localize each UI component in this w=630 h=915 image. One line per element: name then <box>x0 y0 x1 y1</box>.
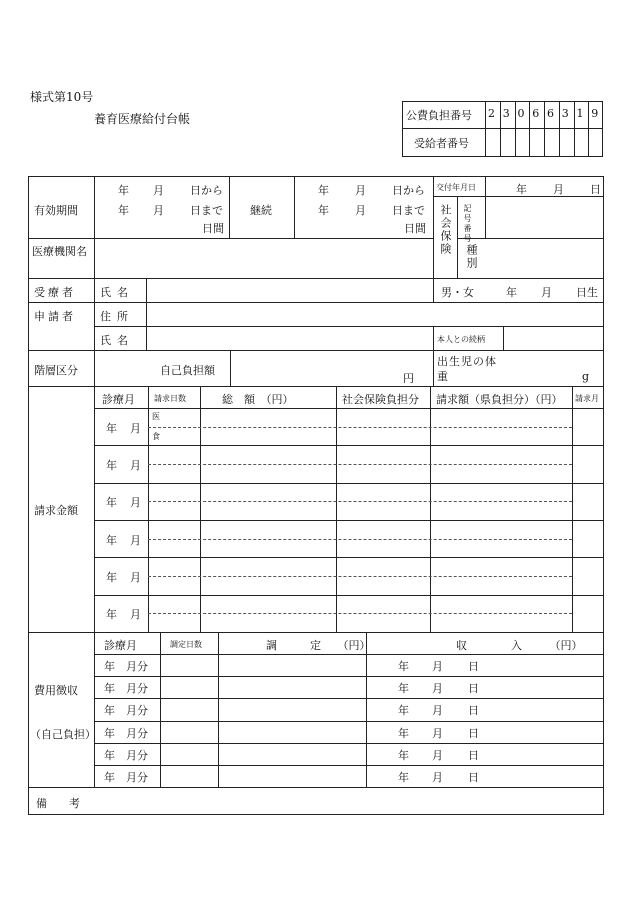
billing-header: 請求額（県負担分）（円） <box>436 393 563 406</box>
fee-label: 費用徴収 <box>34 684 78 697</box>
fee-month-cell: 年 月分 <box>104 704 148 718</box>
billing-month: 月 <box>130 458 141 472</box>
fee-date-day: 日 <box>468 682 479 696</box>
fee-date-day: 日 <box>468 704 479 718</box>
validity-label: 有効期間 <box>34 204 78 217</box>
fee-date-day: 日 <box>468 726 479 740</box>
issue-date-label: 交付年月日 <box>436 183 476 192</box>
facility-label: 医療機関名 <box>32 245 87 258</box>
payer-digit: 6 <box>547 107 554 120</box>
billing-header: 総 額 （円） <box>222 393 294 406</box>
billing-header: 社会保険負担分 <box>342 393 419 406</box>
sex-label: 男・女 <box>441 286 474 299</box>
payer-digit: 1 <box>576 107 584 120</box>
form-title: 養育医療給付台帳 <box>94 112 191 126</box>
payer-digit: 0 <box>517 107 525 120</box>
fee-header: 診療月 <box>104 639 137 652</box>
billing-month: 月 <box>130 421 141 435</box>
fee-date-month: 月 <box>432 660 443 673</box>
relation-label: 本人との続柄 <box>437 335 485 344</box>
patient-name-label: 氏名 <box>100 286 134 299</box>
copay-label: 自己負担額 <box>160 364 215 377</box>
billing-label: 請求金額 <box>34 504 78 517</box>
applicant-label: 申請者 <box>34 310 76 323</box>
fee-date-year: 年 <box>398 771 409 784</box>
fee-date-day: 日 <box>468 748 479 762</box>
fee-label-2: （自己負担） <box>30 728 96 741</box>
fee-date-year: 年 <box>398 726 409 740</box>
recipient-number-label: 受給者番号 <box>414 137 469 150</box>
gram-unit: g <box>582 370 590 383</box>
continuation-from: 日から <box>392 184 425 197</box>
form-number: 様式第10号 <box>30 90 94 104</box>
yen-unit: 円 <box>403 372 414 385</box>
fee-month-cell: 年 月分 <box>104 726 148 740</box>
birth-day-label: 日生 <box>576 286 598 299</box>
billing-month: 月 <box>130 570 141 584</box>
address-label: 住所 <box>100 310 134 323</box>
billing-year: 年 <box>106 458 117 472</box>
symbol-number-label: 記号番号 <box>463 204 472 244</box>
fee-date-month: 月 <box>432 726 443 740</box>
validity-until: 日まで <box>190 204 223 217</box>
fee-date-month: 月 <box>432 704 443 718</box>
payer-digit: 9 <box>591 107 599 120</box>
fee-date-day: 日 <box>468 771 479 784</box>
applicant-name-label: 氏名 <box>100 334 134 347</box>
fee-header: 調 定 （円） <box>266 639 371 652</box>
fee-header: 収 入 （円） <box>456 639 583 652</box>
billing-month: 月 <box>130 496 141 510</box>
fee-month-cell: 年 月分 <box>104 682 148 696</box>
fee-month-cell: 年 月分 <box>104 660 148 673</box>
remarks-label: 備 考 <box>36 797 80 810</box>
fee-month-cell: 年 月分 <box>104 771 148 784</box>
billing-year: 年 <box>106 570 117 584</box>
payer-digit: 2 <box>488 107 495 120</box>
billing-medical-sub: 医 <box>152 412 160 421</box>
validity-days: 日間 <box>202 222 224 235</box>
payer-digit: 3 <box>502 107 510 120</box>
billing-year: 年 <box>106 608 117 622</box>
continuation-days: 日間 <box>404 222 426 235</box>
fee-month-cell: 年 月分 <box>104 748 148 762</box>
billing-month: 月 <box>130 608 141 622</box>
billing-header: 請求月 <box>575 394 599 403</box>
fee-date-day: 日 <box>468 660 479 673</box>
continuation-label: 継続 <box>250 204 272 217</box>
fee-date-month: 月 <box>432 771 443 784</box>
billing-month: 月 <box>130 533 141 547</box>
billing-year: 年 <box>106 421 117 435</box>
tier-label: 階層区分 <box>34 364 78 377</box>
payer-digit: 6 <box>532 107 540 120</box>
fee-date-month: 月 <box>432 682 443 696</box>
birth-weight-label: 出生児の体重 <box>437 355 497 383</box>
insurance-type-label: 種別 <box>465 244 478 270</box>
payer-number-label: 公費負担番号 <box>406 109 472 122</box>
billing-food-sub: 食 <box>152 431 160 441</box>
payer-digit: 3 <box>561 107 569 120</box>
validity-from: 日から <box>190 184 223 197</box>
billing-header: 請求日数 <box>154 394 186 403</box>
billing-header: 診療月 <box>102 393 135 406</box>
continuation-until: 日まで <box>392 204 425 217</box>
fee-date-year: 年 <box>398 660 409 673</box>
billing-year: 年 <box>106 533 117 547</box>
patient-label: 受療者 <box>34 286 76 299</box>
fee-date-year: 年 <box>398 682 409 696</box>
fee-date-year: 年 <box>398 748 409 762</box>
fee-date-month: 月 <box>432 748 443 762</box>
billing-year: 年 <box>106 496 117 510</box>
social-insurance-label: 社会保険 <box>439 204 452 256</box>
fee-header: 調定日数 <box>170 640 202 649</box>
fee-date-year: 年 <box>398 704 409 718</box>
